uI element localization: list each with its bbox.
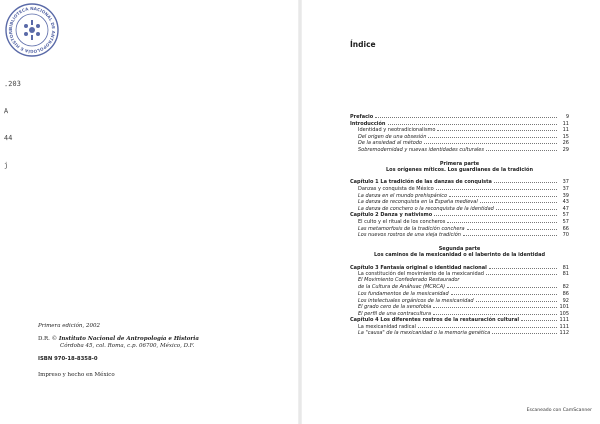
toc-entry: [350, 270, 569, 277]
toc-entry: [350, 205, 569, 212]
toc-entry: [350, 126, 569, 133]
toc-entry-title: El culto y el ritual de los concheros: [358, 218, 446, 225]
toc-leader: [463, 231, 557, 236]
toc-entry-title: Capítulo 1 La tradición de las danzas de conquista: [350, 179, 492, 186]
toc-entry-title: Danzas y conquista de México: [358, 185, 434, 192]
toc-leader: [375, 113, 557, 118]
toc-entry-title: Identidad y neotradicionalismo: [358, 127, 436, 134]
toc-entry: [350, 113, 569, 120]
toc-entry: [350, 139, 569, 146]
institute-name: Instituto Nacional de Antropología e Historia: [58, 336, 199, 342]
toc-leader: [433, 303, 557, 308]
toc-entry-page: 39: [562, 192, 569, 199]
toc-entry-title: Los intelectuales orgánicos de la mexicanidad: [358, 297, 474, 304]
toc-leader: [447, 218, 557, 223]
toc-entry: [350, 283, 569, 290]
toc-entry-title: Capítulo 2 Danza y nativismo: [350, 212, 433, 219]
toc-entry-page: 29: [562, 146, 569, 153]
toc-entry-title: La mexicanidad radical: [358, 323, 416, 330]
toc-entry-title: El Movimiento Confederado Restaurador: [358, 276, 460, 283]
toc-entry-page: 15: [562, 133, 569, 140]
toc-entry-title: Capítulo 4 Los diferentes rostros de la restauración cultural: [350, 317, 520, 324]
toc-entry-page: 92: [562, 297, 569, 304]
printed-in: Impreso y hecho en México: [38, 372, 115, 378]
toc-entry: [350, 303, 569, 310]
toc-entry: [350, 316, 569, 323]
toc-entry-page: 81: [562, 271, 569, 278]
part-subtitle: Los caminos de la mexicanidad o el laberinto de la identidad: [373, 252, 546, 259]
toc-leader: [437, 126, 557, 131]
toc-entry-page: 105: [559, 310, 569, 317]
toc-entry-page: 111: [559, 323, 569, 330]
toc-entry: [350, 211, 569, 218]
toc-entry-title: El grado cero de la xenofobia: [358, 304, 432, 311]
toc-entry: [350, 192, 569, 199]
table-of-contents: [350, 113, 569, 336]
toc-leader: [476, 297, 557, 302]
handwritten-call-number: .203 A 44 j: [3, 79, 21, 170]
part-subtitle: Los orígenes míticos. Los guardianes de la tradición: [385, 166, 534, 173]
toc-leader: [489, 264, 557, 269]
toc-leader: [467, 225, 557, 230]
toc-entry: [350, 264, 569, 271]
toc-entry-page: 82: [562, 284, 569, 291]
toc-entry-title: La danza de reconquista en la España medieval: [358, 199, 478, 206]
toc-entry: [350, 218, 569, 225]
toc-leader: [492, 329, 557, 334]
toc-leader: [480, 198, 557, 203]
toc-leader: [447, 283, 557, 288]
toc-entry: [350, 198, 569, 205]
toc-entry-page: 66: [562, 225, 569, 232]
toc-entry: [350, 120, 569, 127]
copyright-block: D.R. © Instituto Nacional de Antropología e Historia Córdoba 45, col. Roma, c.p. 06700, México, D.F.: [38, 336, 199, 349]
toc-entry-title: La danza en el mundo prehispánico: [358, 192, 448, 199]
isbn: ISBN 970-18-8358-0: [38, 356, 98, 362]
toc-entry-page: 57: [562, 212, 569, 219]
toc-entry-title: La danza de conchero o la reconquista de la identidad: [358, 205, 494, 212]
toc-entry-page: 57: [562, 218, 569, 225]
toc-entry-page: 26: [562, 140, 569, 147]
index-title: Índice: [350, 40, 376, 49]
right-page: [300, 0, 600, 424]
toc-leader: [388, 120, 558, 125]
toc-entry-title: La constitución del movimiento de la mexicanidad: [358, 271, 484, 278]
seal-text: BIBLIOTECA NACIONAL DE ANTROPOLOGÍA E HISTORI: [7, 5, 57, 55]
toc-entry: [350, 290, 569, 297]
toc-entry-page: 111: [559, 317, 569, 324]
institute-address: Córdoba 45, col. Roma, c.p. 06700, México, D.F.: [60, 343, 195, 349]
toc-entry-title: Del origen de una obsesión: [358, 133, 427, 140]
toc-entry: [350, 225, 569, 232]
toc-entry-page: 101: [559, 304, 569, 311]
toc-entry: [350, 185, 569, 192]
toc-entry: [350, 310, 569, 317]
toc-entry-page: 112: [559, 330, 569, 337]
toc-entry-page: 47: [562, 205, 569, 212]
toc-entry: [350, 146, 569, 153]
toc-entry-title: Los nuevos rostros de una vieja tradición: [358, 232, 461, 239]
toc-entry-page: 11: [562, 120, 569, 127]
part-label: Primera parte: [439, 160, 480, 167]
toc-leader: [451, 290, 557, 295]
toc-entry-title: Sobremodernidad y nuevas identidades culturales: [358, 146, 484, 153]
scan-credit: Escaneado con CamScanner: [526, 408, 592, 413]
toc-entry-title: Las metamorfosis de la tradición conchera: [358, 225, 465, 232]
toc-entry-title: Los fundamentos de la mexicanidad: [358, 290, 449, 297]
toc-leader: [436, 185, 557, 190]
library-seal-icon: [4, 2, 60, 58]
toc-leader: [418, 323, 557, 328]
toc-leader: [496, 205, 557, 210]
toc-entry: [350, 178, 569, 185]
toc-leader: [521, 316, 557, 321]
toc-entry-page: 37: [562, 185, 569, 192]
toc-entry-page: 11: [562, 127, 569, 134]
toc-leader: [434, 211, 557, 216]
part-label: Segunda parte: [438, 245, 481, 252]
toc-leader: [494, 178, 557, 183]
edition-line: Primera edición, 2002: [38, 323, 100, 329]
toc-leader: [433, 310, 557, 315]
toc-entry-page: 70: [562, 232, 569, 239]
toc-entry-title: Prefacio: [350, 114, 374, 120]
toc-entry-title: Capítulo 3 Fantasía original o identidad nacional: [350, 264, 487, 271]
toc-leader: [486, 270, 557, 275]
toc-entry: [350, 231, 569, 238]
toc-leader: [424, 139, 557, 144]
toc-entry-page: 37: [562, 179, 569, 186]
toc-entry-title: Introducción: [350, 120, 386, 127]
toc-leader: [449, 192, 557, 197]
toc-leader: [486, 146, 557, 151]
toc-entry: [350, 133, 569, 140]
toc-leader: [428, 133, 557, 138]
toc-entry-title: de la Cultura de Anáhuac (MCRCA): [358, 284, 446, 291]
toc-entry-page: 43: [562, 199, 569, 206]
toc-entry: [350, 329, 569, 336]
toc-entry: [350, 297, 569, 304]
toc-entry-page: 86: [562, 290, 569, 297]
toc-entry-page: 9: [565, 114, 569, 120]
toc-entry-title: La "causa" de la mexicanidad o la memoria genética: [358, 330, 491, 337]
toc-entry: [350, 323, 569, 330]
toc-entry-page: 81: [562, 264, 569, 271]
toc-entry-title: De la ansiedad al método: [358, 140, 423, 147]
toc-entry-title: El perfil de una contracultura: [358, 310, 432, 317]
